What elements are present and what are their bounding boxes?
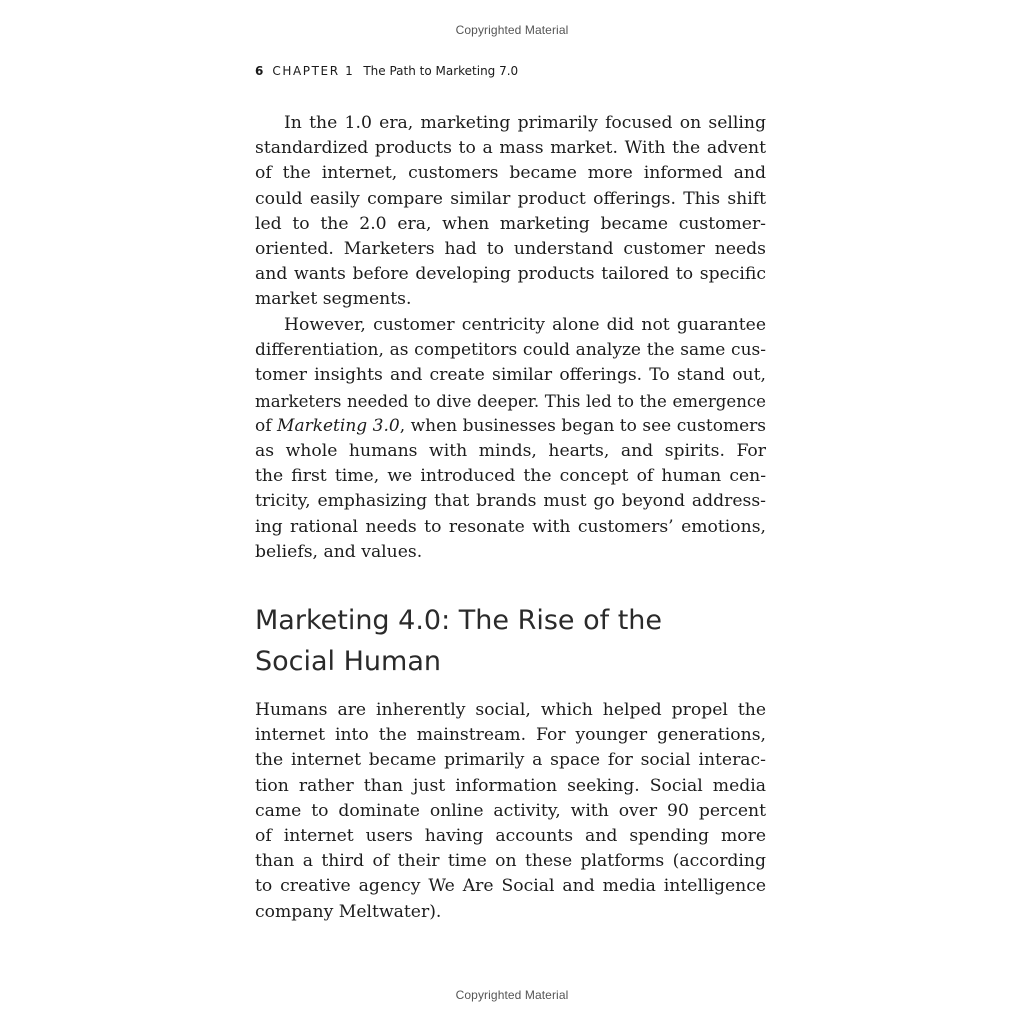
paragraph-line: ing rational needs to resonate with customers’ emotions,: [255, 516, 766, 537]
paragraph-line: differentiation, as competitors could analyze the same cus-: [255, 340, 766, 361]
paragraph-line: led to the 2.0 era, when marketing became customer-: [255, 213, 766, 234]
paragraph-line: tion rather than just information seeking. Social media: [255, 775, 766, 796]
running-head: [255, 64, 518, 78]
section-heading-line: Social Human: [255, 646, 442, 677]
paragraph-line: tricity, emphasizing that brands must go beyond address-: [255, 491, 766, 512]
italic-term: Marketing 3.0: [277, 415, 400, 436]
paragraph-marketing-3: [255, 313, 766, 565]
paragraph-line: than a third of their time on these platforms (according: [255, 851, 766, 872]
paragraph-line: market segments.: [255, 289, 412, 310]
paragraph-social-human: [255, 698, 766, 925]
section-heading: [255, 600, 775, 682]
paragraph-line: the internet became primarily a space for social interac-: [255, 750, 766, 771]
paragraph-line: oriented. Marketers had to understand customer needs: [255, 238, 766, 259]
paragraph-line-start: of: [255, 415, 278, 436]
paragraph-line: could easily compare similar product offerings. This shift: [255, 188, 766, 209]
paragraph-line: In the 1.0 era, marketing primarily focused on selling: [284, 113, 766, 133]
paragraph-line: and wants before developing products tailored to specific: [255, 264, 766, 285]
paragraph-line: However, customer centricity alone did not guarantee: [284, 315, 766, 335]
paragraph-line: tomer insights and create similar offerings. To stand out,: [255, 365, 766, 386]
paragraph-line: company Meltwater).: [255, 901, 442, 922]
paragraph-line: of the internet, customers became more informed and: [255, 163, 766, 184]
paragraph-line: of internet users having accounts and spending more: [255, 825, 766, 846]
paragraph-line: Humans are inherently social, which helped propel the: [255, 700, 766, 720]
paragraph-line: standardized products to a mass market. With the advent: [255, 138, 766, 159]
chapter-title: The Path to Marketing 7.0: [363, 64, 519, 78]
paragraph-line: came to dominate online activity, with over 90 percent: [255, 800, 766, 821]
paragraph-line: internet into the mainstream. For younger generations,: [255, 725, 766, 746]
copyright-notice-top: Copyrighted Material: [455, 23, 569, 37]
paragraph-marketing-1-2: [255, 111, 766, 313]
section-heading-line: Marketing 4.0: The Rise of the: [255, 605, 663, 636]
copyright-notice-bottom: Copyrighted Material: [455, 988, 569, 1002]
page-number: 6: [255, 64, 264, 78]
paragraph-line-with-italic: [255, 414, 766, 439]
paragraph-line: as whole humans with minds, hearts, and spirits. For: [255, 440, 766, 461]
paragraph-line: beliefs, and values.: [255, 541, 423, 562]
paragraph-line-rest: , when businesses began to see customers: [399, 415, 766, 436]
paragraph-line: the first time, we introduced the concept of human cen-: [255, 466, 766, 487]
chapter-label: CHAPTER 1: [272, 64, 355, 78]
paragraph-line: to creative agency We Are Social and media intelligence: [255, 876, 766, 897]
paragraph-line: marketers needed to dive deeper. This led to the emergence: [255, 391, 766, 411]
